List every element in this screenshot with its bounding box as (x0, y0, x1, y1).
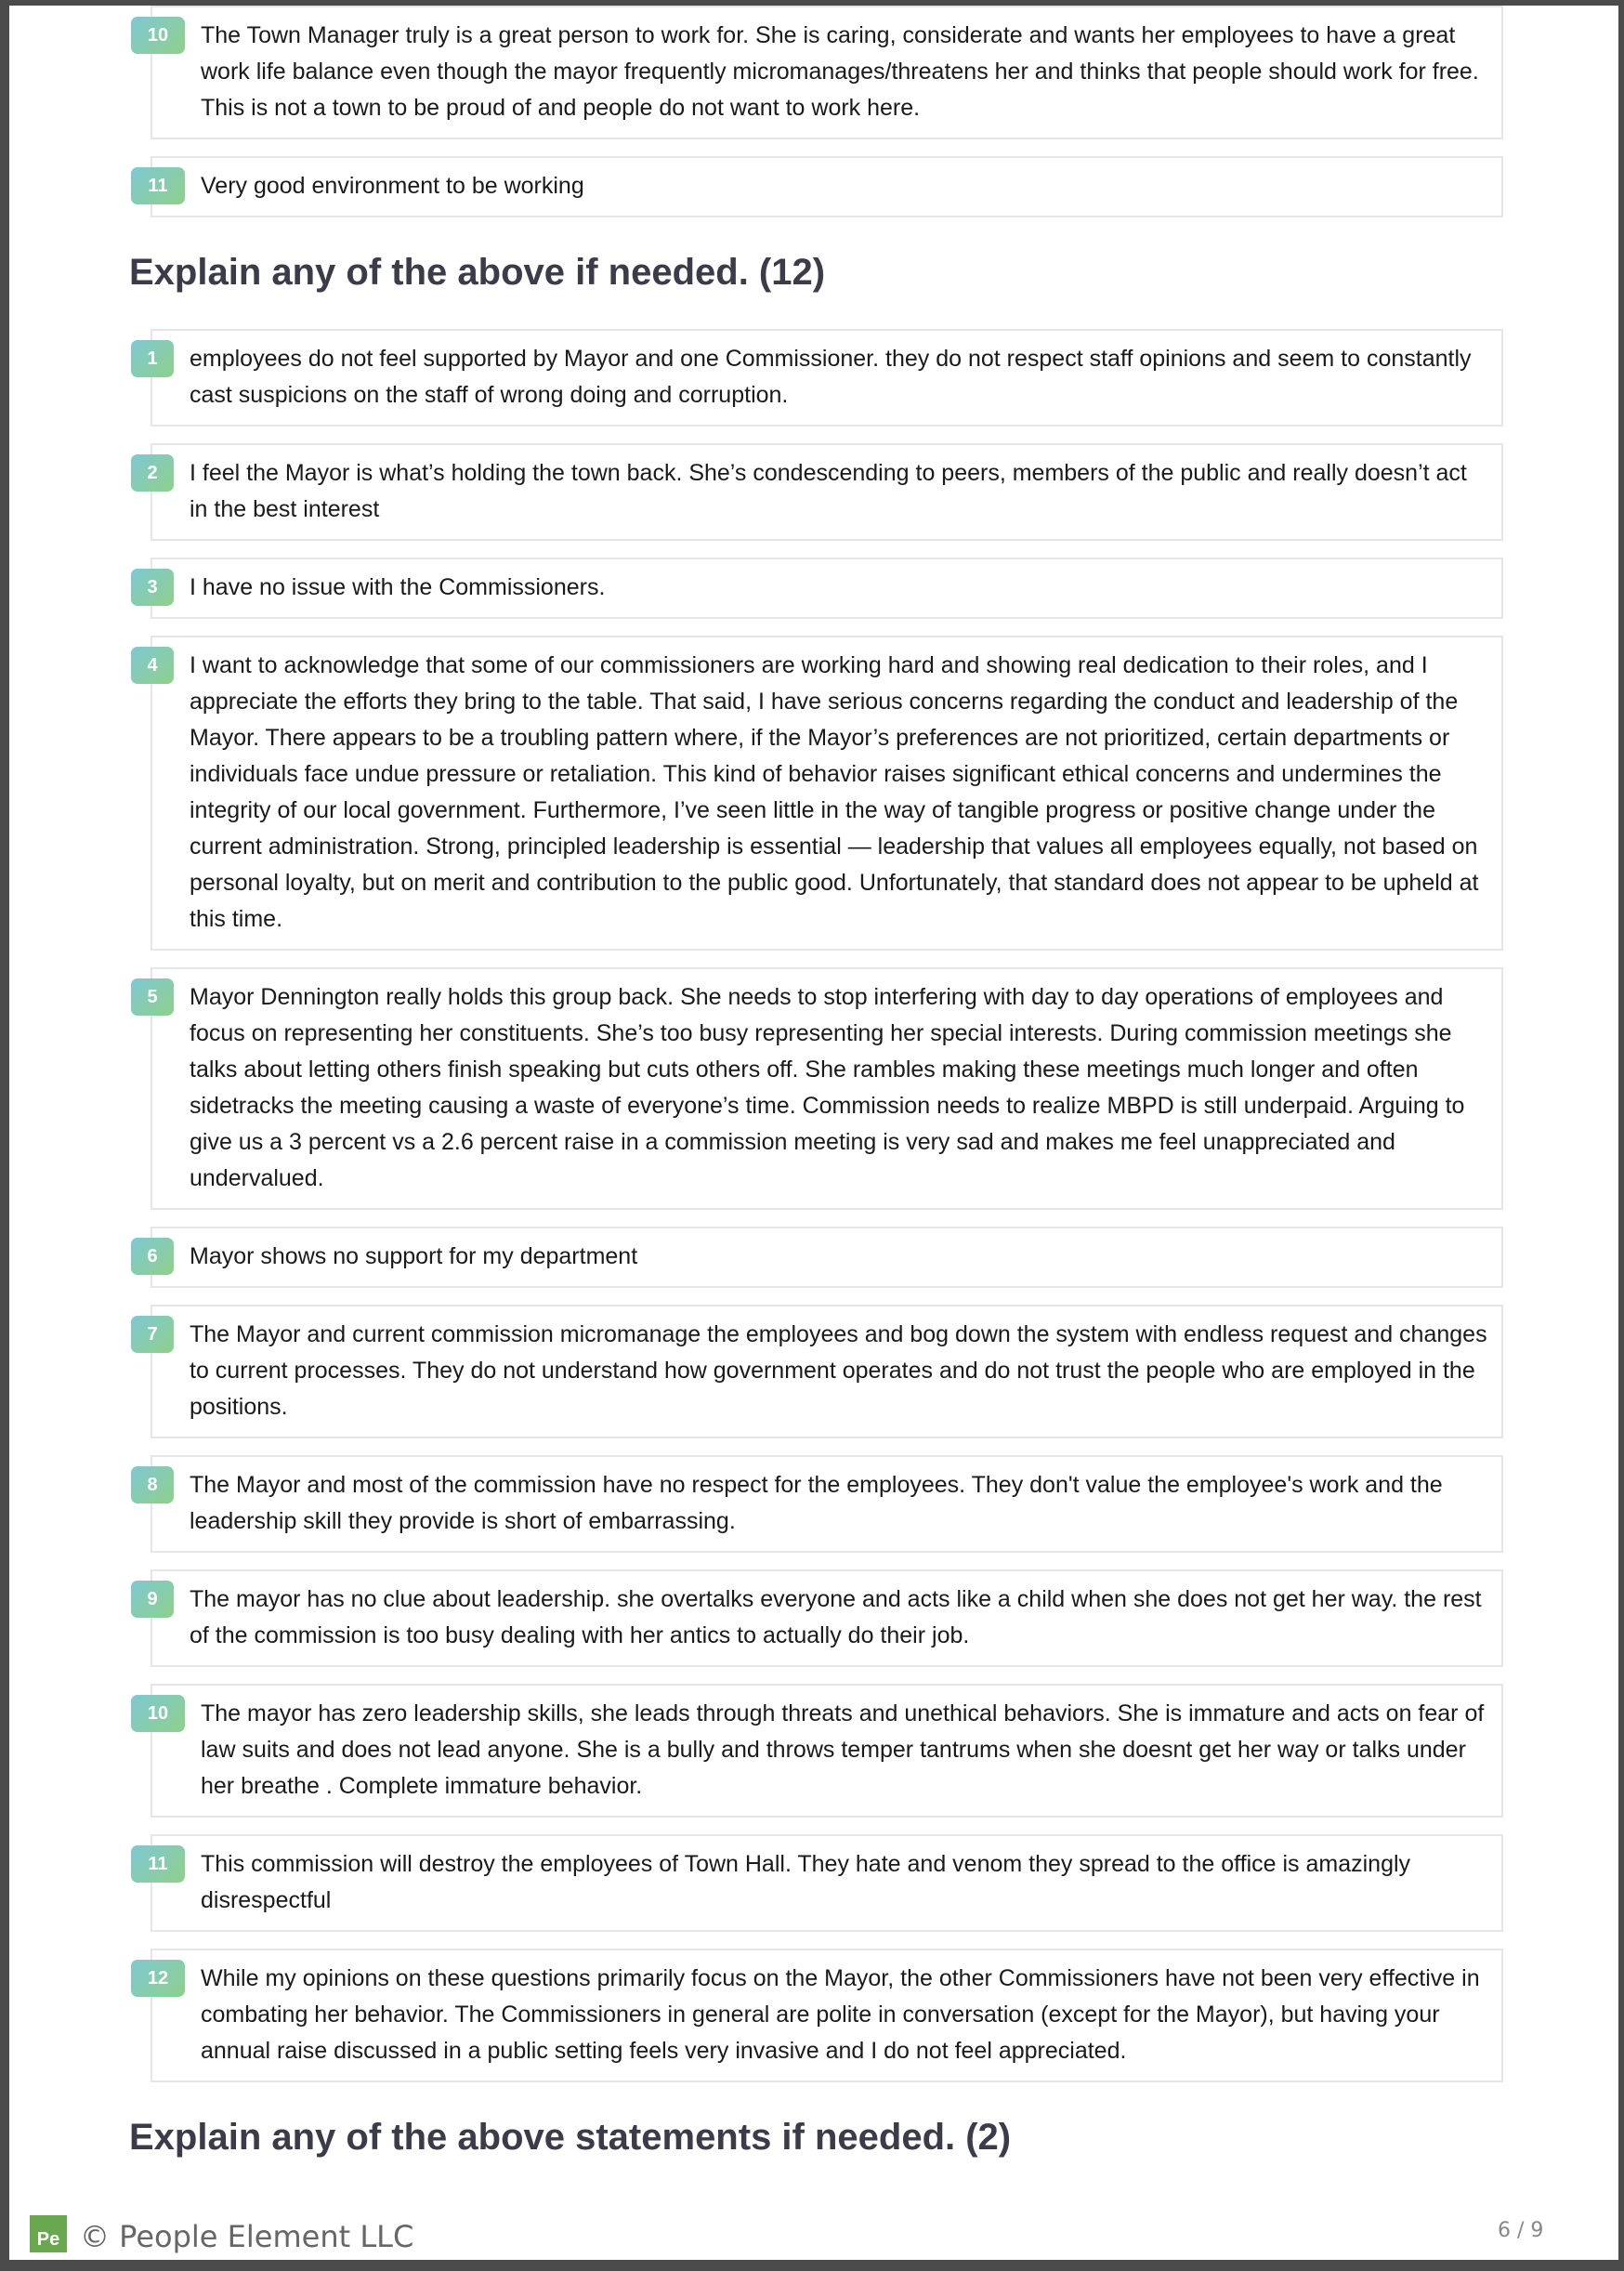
response-item (147, 636, 1503, 951)
response-number-badge: 1 (131, 340, 174, 377)
response-text: employees do not feel supported by Mayor and one Commissioner. they do not respect staff opinions and seem to constantly cast suspicions on the staff of wrong doing and corruption. (190, 346, 1472, 408)
page-number: 6 / 9 (1498, 2219, 1544, 2242)
response-text: I want to acknowledge that some of our commissioners are working hard and showing real dedication to their roles, and I appreciate the efforts they bring to the table. That said, I have serious concerns regarding the conduct and leadership of the Mayor. There appears to be a troubling pattern where, if the Mayor’s preferences are not prioritized, certain departments or individuals face undue pressure or retaliation. This kind of behavior raises significant ethical concerns and undermines the integrity of our local government. Furthermore, I’ve seen little in the way of tangible progress or positive change under the current administration. Strong, principled leadership is essential — leadership that values all employees equally, not based on personal loyalty, but on merit and contribution to the public good. Unfortunately, that standard does not appear to be upheld at this time. (190, 652, 1479, 932)
response-text: I feel the Mayor is what’s holding the town back. She’s condescending to peers, members of the public and really doesn’t act in the best interest (190, 460, 1467, 522)
response-text: The mayor has no clue about leadership. she overtalks everyone and acts like a child when she does not get her way. the rest of the commission is too busy dealing with her antics to actually do their job. (190, 1586, 1482, 1648)
response-number-badge: 2 (131, 454, 174, 492)
response-item (148, 1834, 1503, 1932)
page-content (129, 6, 1513, 2194)
response-text: This commission will destroy the employees of Town Hall. They hate and venom they spread to the office is amazingly disrespectful (201, 1851, 1411, 1913)
response-number-badge: 6 (131, 1238, 174, 1275)
explain-section-responses (129, 329, 1513, 2082)
response-number-badge: 9 (131, 1581, 174, 1618)
response-number-badge: 11 (131, 167, 185, 204)
response-text: The mayor has zero leadership skills, she leads through threats and unethical behaviors. She is immature and acts on fear of law suits and does not lead anyone. She is a bully and throws temper tantrums when she doesnt get her way or talks under her breathe . Complete immature behavior. (201, 1700, 1485, 1799)
response-number-badge: 3 (131, 569, 174, 606)
response-text: The Mayor and most of the commission have no respect for the employees. They don't value the employee's work and the leadership skill they provide is short of embarrassing. (190, 1472, 1443, 1534)
response-item (147, 1305, 1503, 1438)
response-number-badge: 7 (131, 1316, 174, 1353)
section-heading-explain: Explain any of the above if needed. (12) (129, 252, 826, 293)
response-item (148, 156, 1503, 217)
response-item (147, 1569, 1503, 1667)
response-text: The Mayor and current commission micromanage the employees and bog down the system with endless request and changes to current processes. They do not understand how government operates and do not trust the people who are employed in the positions. (190, 1321, 1487, 1420)
response-item (147, 443, 1503, 541)
response-text: Very good environment to be working (201, 173, 584, 199)
response-item (147, 1684, 1503, 1818)
response-text: The Town Manager truly is a great person to work for. She is caring, considerate and wants her employees to have a great work life balance even though the mayor frequently micromanages/threatens her and thinks that people should work for free. This is not a town to be proud of and people do not want to work here. (201, 22, 1479, 121)
response-item (147, 967, 1503, 1210)
response-item (147, 1455, 1503, 1553)
people-element-logo: Pe (30, 2215, 67, 2252)
response-item (147, 6, 1503, 139)
response-number-badge: 11 (131, 1845, 185, 1883)
response-number-badge: 10 (131, 17, 185, 54)
response-item (147, 1949, 1503, 2082)
document-page (9, 6, 1618, 2260)
response-number-badge: 5 (131, 978, 174, 1016)
response-number-badge: 12 (131, 1960, 185, 1997)
response-number-badge: 4 (131, 647, 174, 684)
response-text: While my opinions on these questions primarily focus on the Mayor, the other Commissioners have not been very effective in combating her behavior. The Commissioners in general are polite in conversation (except for the Mayor), but having your annual raise discussed in a public setting feels very invasive and I do not feel appreciated. (201, 1965, 1480, 2064)
response-item (147, 329, 1503, 427)
response-text: Mayor shows no support for my department (190, 1243, 638, 1269)
response-number-badge: 8 (131, 1466, 174, 1503)
response-text: Mayor Dennington really holds this group back. She needs to stop interfering with day to day operations of employees and focus on representing her constituents. She’s too busy representing her special interests. During commission meetings she talks about letting others finish speaking but cuts others off. She rambles making these meetings much longer and often sidetracks the meeting causing a waste of everyone’s time. Commission needs to realize MBPD is still underpaid. Arguing to give us a 3 percent vs a 2.6 percent raise in a commission meeting is very sad and makes me feel unappreciated and undervalued. (190, 984, 1465, 1191)
response-item (147, 1227, 1503, 1288)
footer-copyright: © People Element LLC (80, 2219, 414, 2254)
response-number-badge: 10 (131, 1695, 185, 1732)
previous-section-responses (129, 6, 1513, 217)
section-heading-explain-statements: Explain any of the above statements if needed. (2) (129, 2117, 1012, 2158)
response-item (147, 558, 1503, 619)
response-text: I have no issue with the Commissioners. (190, 574, 606, 600)
